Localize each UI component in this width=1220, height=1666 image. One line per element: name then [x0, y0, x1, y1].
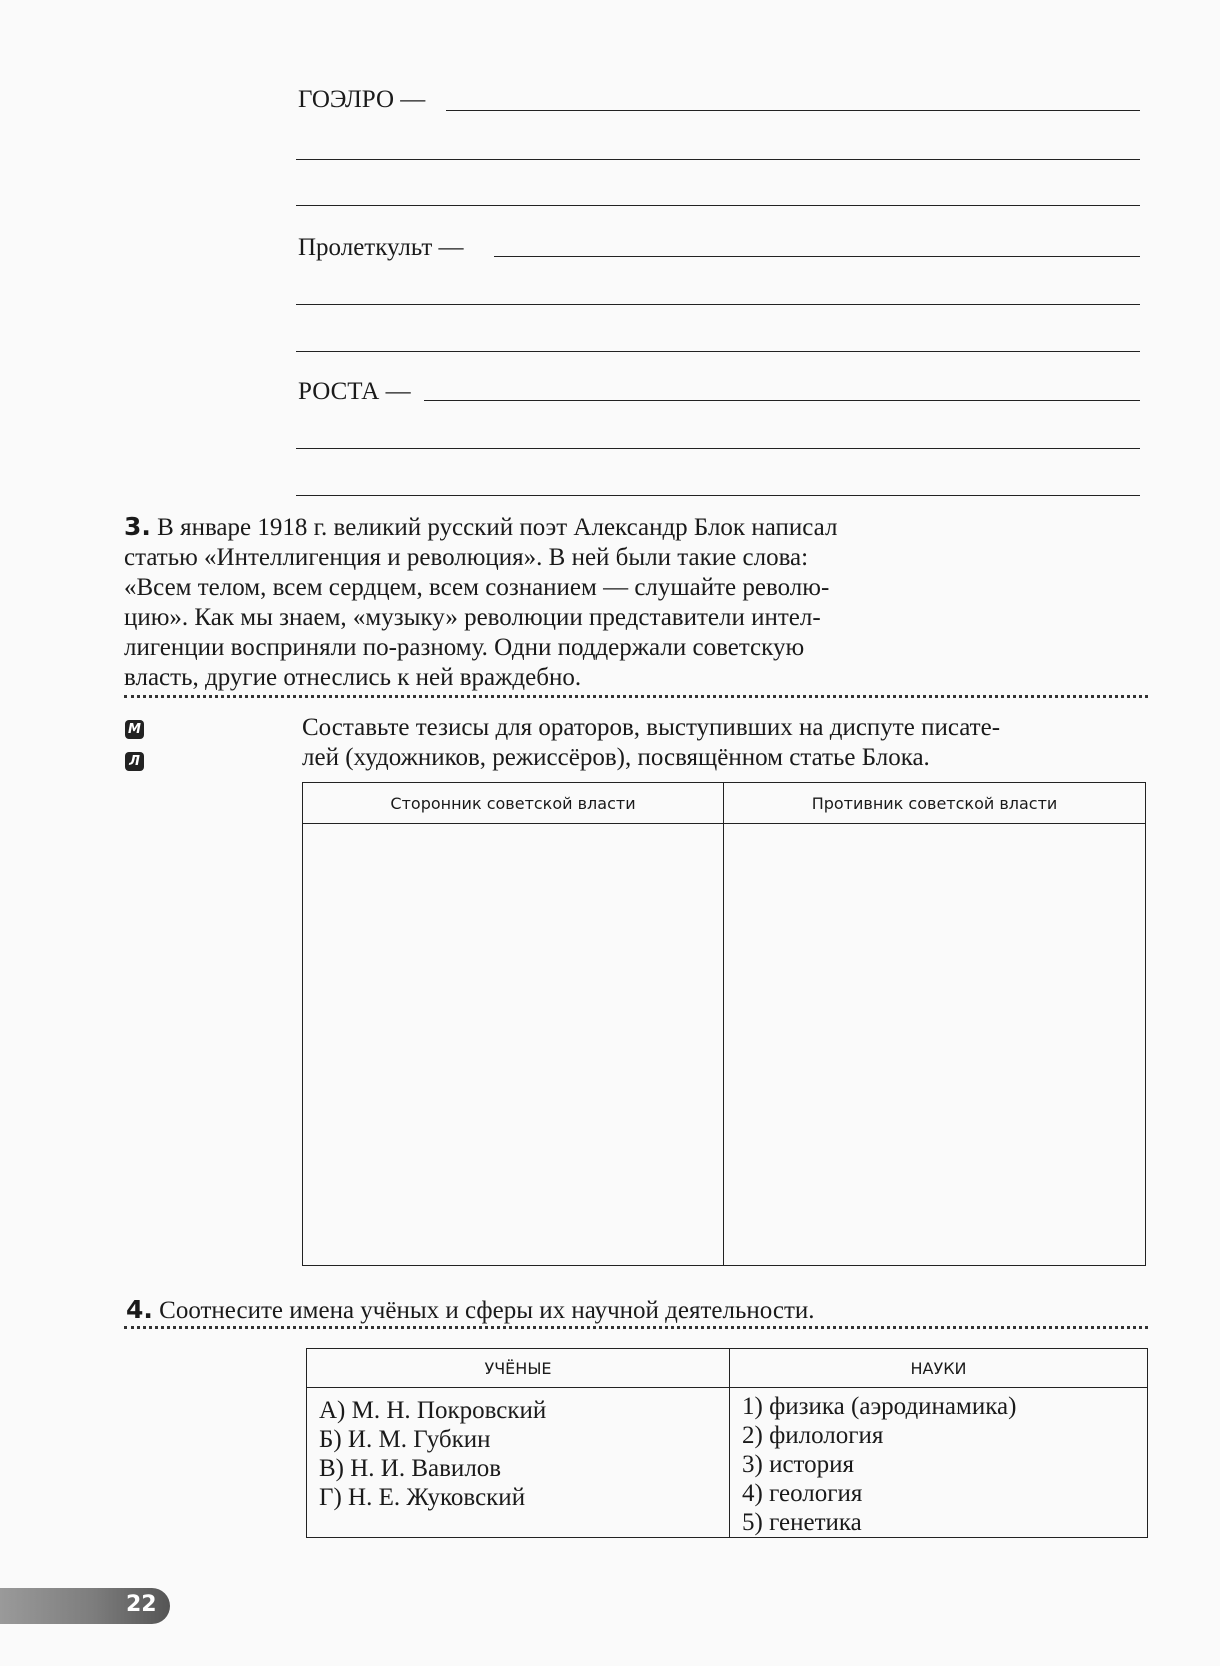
- theses-table: [302, 782, 1146, 1266]
- sciences-cell: [730, 1388, 1148, 1538]
- definition-term: Пролеткульт —: [298, 234, 464, 261]
- answer-line[interactable]: [296, 351, 1140, 352]
- column-header-sciences: НАУКИ: [730, 1349, 1148, 1388]
- answer-cell-opponent[interactable]: [724, 824, 1146, 1266]
- scientist-item: Г) Н. Е. Жуковский: [319, 1484, 526, 1511]
- answer-line[interactable]: [494, 256, 1140, 257]
- page-number: 22: [126, 1592, 157, 1617]
- scientist-item: Б) И. М. Губкин: [319, 1426, 491, 1453]
- task-3-line: «Всем телом, всем сердцем, всем сознанием — слушайте револю-: [124, 574, 830, 601]
- answer-line[interactable]: [446, 110, 1140, 111]
- task-3-line: цию». Как мы знаем, «музыку» революции представители интел-: [124, 604, 821, 631]
- answer-line[interactable]: [296, 205, 1140, 206]
- task-number: 3.: [124, 512, 151, 541]
- task-4-prompt: Соотнесите имена учёных и сферы их научной деятельности.: [159, 1297, 815, 1324]
- scientists-cell: [307, 1388, 730, 1538]
- column-header-scientists: УЧЁНЫЕ: [307, 1349, 730, 1388]
- scientist-item: А) М. Н. Покровский: [319, 1397, 547, 1424]
- task-3-line: статью «Интеллигенция и революция». В ней были такие слова:: [124, 544, 809, 571]
- science-item: 3) история: [742, 1451, 855, 1478]
- science-item: 2) филология: [742, 1422, 884, 1449]
- task-3-text: [124, 512, 1004, 693]
- dotted-separator: [124, 1326, 1148, 1329]
- lichnostnye-badge-icon: Л: [125, 752, 144, 771]
- instruction-line: Составьте тезисы для ораторов, выступивших на диспуте писате-: [302, 714, 1001, 741]
- answer-cell-supporter[interactable]: [303, 824, 724, 1266]
- matching-table: [306, 1348, 1148, 1538]
- scientist-item: В) Н. И. Вавилов: [319, 1455, 502, 1482]
- answer-line[interactable]: [424, 400, 1140, 401]
- task-3-line: власть, другие отнеслись к ней враждебно.: [124, 664, 582, 691]
- task-3-line: лигенции восприняли по-разному. Одни поддержали советскую: [124, 634, 805, 661]
- metapredmet-badge-icon: М: [125, 720, 144, 739]
- science-item: 1) физика (аэродинамика): [742, 1393, 1017, 1420]
- instruction-line: лей (художников, режиссёров), посвящённом статье Блока.: [302, 744, 930, 771]
- science-item: 4) геология: [742, 1480, 863, 1507]
- answer-line[interactable]: [296, 448, 1140, 449]
- answer-line[interactable]: [296, 304, 1140, 305]
- task-number: 4.: [126, 1295, 153, 1324]
- task-3-instruction: [302, 713, 1162, 773]
- column-header-opponent: Противник советской власти: [724, 783, 1146, 824]
- scientists-list: [319, 1396, 729, 1512]
- definition-term: РОСТА —: [298, 378, 411, 405]
- definition-term: ГОЭЛРО —: [298, 86, 426, 113]
- task-4-text: [126, 1295, 815, 1325]
- answer-line[interactable]: [296, 495, 1140, 496]
- column-header-supporter: Сторонник советской власти: [303, 783, 724, 824]
- task-3-line: 3. В январе 1918 г. великий русский поэт Александр Блок написал: [124, 512, 838, 541]
- science-item: 5) генетика: [742, 1509, 862, 1536]
- sciences-list: [742, 1392, 1147, 1537]
- dotted-separator: [124, 695, 1148, 698]
- answer-line[interactable]: [296, 159, 1140, 160]
